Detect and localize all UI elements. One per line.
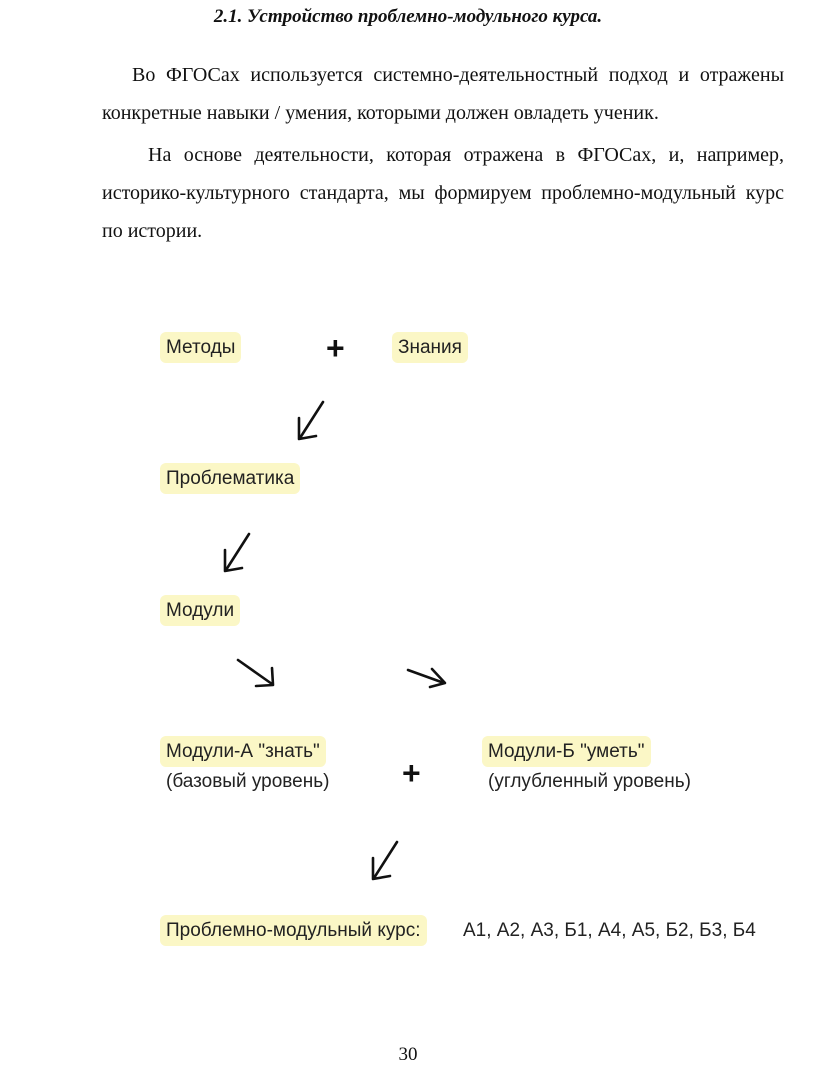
- arrow-down-left-icon: [218, 530, 254, 576]
- module-a-level: (базовый уровень): [166, 771, 330, 792]
- plus-sign-middle: +: [402, 755, 421, 791]
- methods-text: Методы: [160, 332, 241, 363]
- plus-sign-top: +: [326, 330, 345, 366]
- module-b-title: Модули-Б "уметь": [482, 736, 651, 767]
- arrow-down-left-icon: [366, 838, 402, 884]
- course-sequence: А1, А2, А3, Б1, А4, А5, Б2, Б3, Б4: [463, 920, 756, 941]
- arrow-right-icon: [404, 662, 450, 690]
- paragraph-1: Во ФГОСах используется системно-деятельностный подход и отражены конкретные навыки / умения, которыми должен овладеть ученик.: [102, 64, 784, 124]
- problematics-text: Проблематика: [160, 463, 300, 494]
- knowledge-label: [392, 336, 468, 360]
- course-label-text: Проблемно-модульный курс:: [160, 915, 427, 946]
- course-label: [160, 919, 427, 943]
- methods-label: [160, 336, 241, 360]
- arrow-down-left-icon: [292, 398, 328, 444]
- paragraph-2: На основе деятельности, которая отражена в ФГОСах, и, например, историко-культурного стандарта, мы формируем проблемно-модульный курс по истории.: [102, 144, 784, 242]
- module-a-title: Модули-А "знать": [160, 736, 326, 767]
- module-a-block: [160, 740, 329, 794]
- module-b-block: [482, 740, 691, 794]
- page-number: 30: [398, 1044, 418, 1065]
- module-b-level: (углубленный уровень): [488, 771, 691, 792]
- modules-text: Модули: [160, 595, 240, 626]
- problematics-label: [160, 467, 300, 491]
- section-heading: 2.1. Устройство проблемно-модульного курса.: [213, 6, 603, 27]
- knowledge-text: Знания: [392, 332, 468, 363]
- arrow-down-right-icon: [234, 656, 278, 690]
- modules-label: [160, 599, 240, 623]
